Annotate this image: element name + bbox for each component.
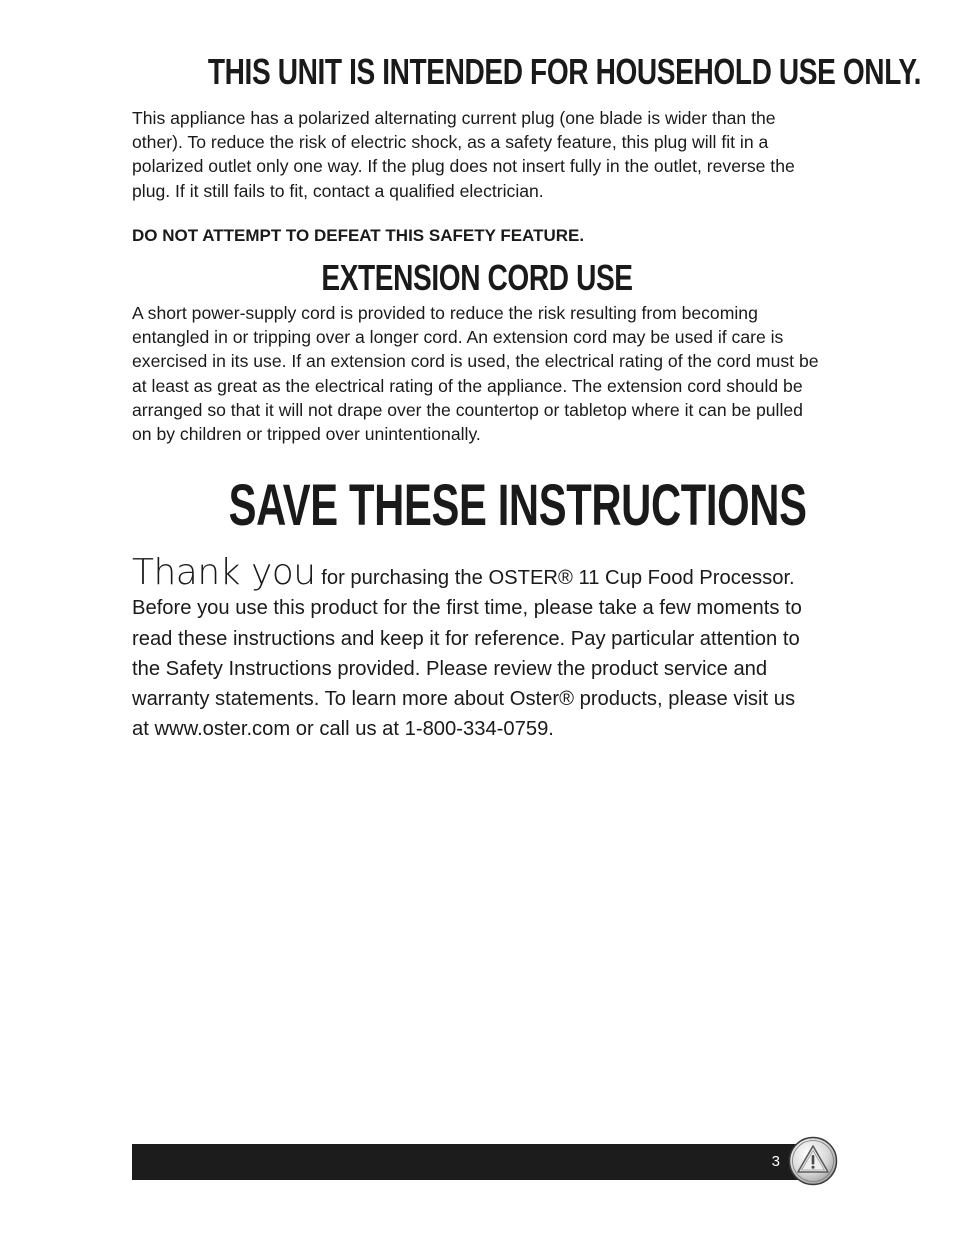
save-instructions-heading: SAVE THESE INSTRUCTIONS <box>228 473 807 538</box>
thank-you-paragraph <box>132 552 812 745</box>
household-use-heading: THIS UNIT IS INTENDED FOR HOUSEHOLD USE ONLY. <box>207 51 922 92</box>
safety-feature-warning: DO NOT ATTEMPT TO DEFEAT THIS SAFETY FEATURE. <box>132 226 585 245</box>
page-number: 3 <box>771 1153 780 1170</box>
thank-you-body: for purchasing the OSTER® 11 Cup Food Processor. Before you use this product for the first time, please take a few moments to read these instructions and keep it for reference. Pay particular attention to the Safety Instructions provided. Please review the product service and warranty statements. To learn more about Oster® products, please visit us at www.oster.com or call us at 1-800-334-0759. <box>132 567 802 741</box>
warning-triangle-icon <box>788 1136 838 1186</box>
extension-cord-heading: EXTENSION CORD USE <box>321 257 633 298</box>
extension-cord-paragraph: A short power-supply cord is provided to reduce the risk resulting from becoming entangled in or tripping over a longer cord. An extension cord may be used if care is exercised in its use. If an extension cord is used, the electrical rating of the cord must be at least as great as the electrical rating of the appliance. The extension cord should be arranged so that it will not drape over the countertop or tabletop where it can be pulled on by children or tripped over unintentionally. <box>132 303 819 445</box>
polarized-plug-paragraph: This appliance has a polarized alternating current plug (one blade is wider than the other). To reduce the risk of electric shock, as a safety feature, this plug will fit in a polarized outlet only one way. If the plug does not insert fully in the outlet, reverse the plug. If it still fails to fit, contact a qualified electrician. <box>132 108 795 201</box>
thank-you-lead: Thank you <box>132 552 316 593</box>
footer-bar <box>132 1144 822 1180</box>
